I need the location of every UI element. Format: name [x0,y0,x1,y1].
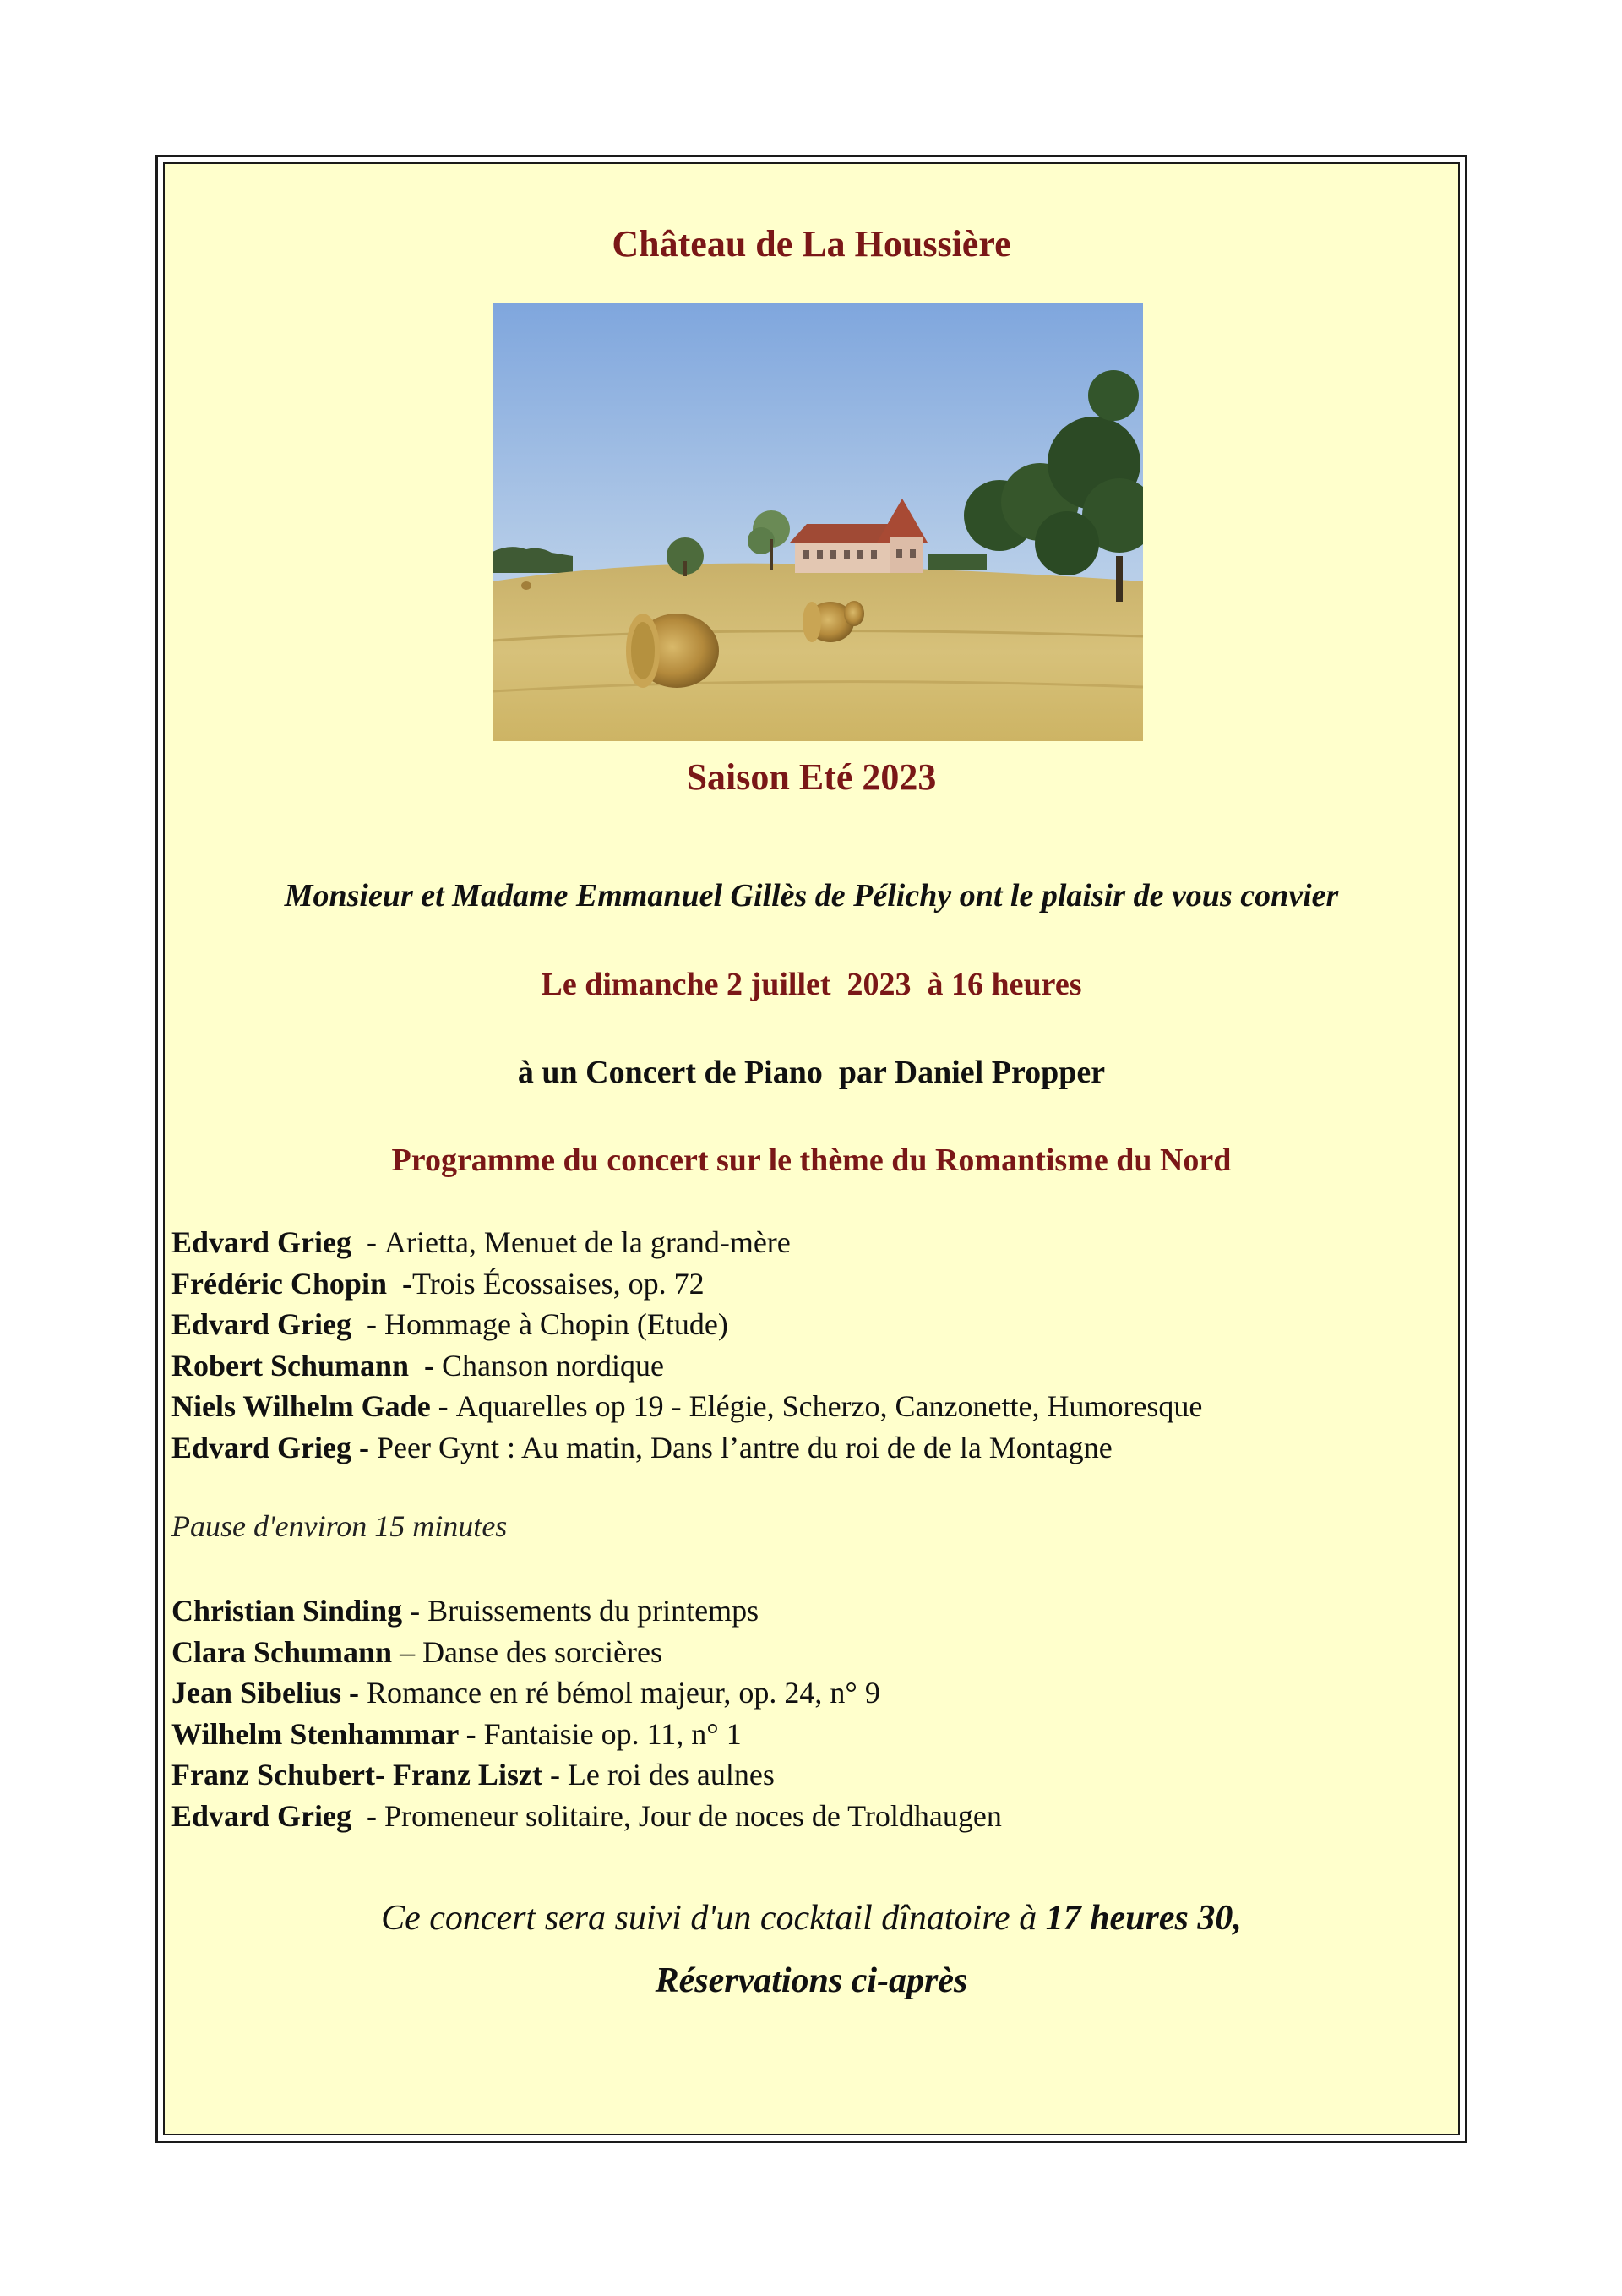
work-title: Peer Gynt : Au matin, Dans l’antre du roi de de la Montagne [376,1430,1113,1464]
program-item [171,1345,1202,1387]
composer-name: Christian Sinding [171,1594,403,1628]
concert-date: Le dimanche 2 juillet 2023 à 16 heures [541,967,1082,1002]
intermission-note: Pause d'environ 15 minutes [171,1509,508,1543]
composer-name: Franz Schubert- Franz Liszt [171,1758,542,1792]
program-item [171,1632,1002,1673]
cocktail-text: Ce concert sera suivi d'un cocktail dînatoire à [381,1899,1046,1938]
composer-name: Jean Sibelius - [171,1676,367,1710]
flyer-border [155,155,1467,2143]
program-part-1 [171,1222,1202,1468]
page-title: Château de La Houssière [612,223,1011,265]
chateau-photo [493,303,1143,741]
work-title: Romance en ré bémol majeur, op. 24, n° 9 [367,1676,880,1710]
program-item [171,1386,1202,1427]
work-title: Arietta, Menuet de la grand-mère [384,1225,791,1259]
program-item [171,1427,1202,1469]
program-part-2 [171,1590,1002,1836]
work-title: Aquarelles op 19 - Elégie, Scherzo, Canzonette, Humoresque [455,1389,1203,1423]
work-title: – Danse des sorcières [392,1634,662,1669]
composer-name: Wilhelm Stenhammar - [171,1716,484,1751]
program-item [171,1672,1002,1714]
program-item [171,1714,1002,1755]
composer-name: Robert Schumann - [171,1348,443,1383]
work-title: Fantaisie op. 11, n° 1 [483,1716,742,1751]
composer-name: Niels Wilhelm Gade - [171,1389,456,1423]
work-title: Chanson nordique [442,1348,664,1383]
work-title: - Le roi des aulnes [542,1758,775,1792]
season-heading: Saison Eté 2023 [686,756,937,798]
program-item [171,1590,1002,1632]
work-title: - Bruissements du printemps [402,1594,759,1628]
program-item [171,1796,1002,1837]
program-item [171,1263,1202,1305]
composer-name: Edvard Grieg - [171,1798,384,1833]
program-item [171,1304,1202,1345]
composer-name: Frédéric Chopin - [171,1266,412,1301]
reservations-note: Réservations ci-après [655,1961,968,2000]
invitation-line: Monsieur et Madame Emmanuel Gillès de Pélichy ont le plaisir de vous convier [284,878,1339,913]
composer-name: Edvard Grieg - [171,1307,384,1341]
work-title: Hommage à Chopin (Etude) [384,1307,728,1341]
flyer-panel [163,162,1460,2135]
cocktail-time: 17 heures 30, [1045,1899,1242,1938]
composer-name: Edvard Grieg - [171,1430,377,1464]
program-theme: Programme du concert sur le thème du Romantisme du Nord [391,1143,1232,1178]
composer-name: Clara Schumann [171,1634,393,1669]
composer-name: Edvard Grieg - [171,1225,384,1259]
work-title: Trois Écossaises, op. 72 [411,1266,705,1301]
cocktail-note [165,1898,1458,1939]
work-title: Promeneur solitaire, Jour de noces de Troldhaugen [384,1798,1002,1833]
program-item [171,1222,1202,1263]
concert-performer: à un Concert de Piano par Daniel Propper [517,1055,1106,1090]
program-item [171,1754,1002,1796]
